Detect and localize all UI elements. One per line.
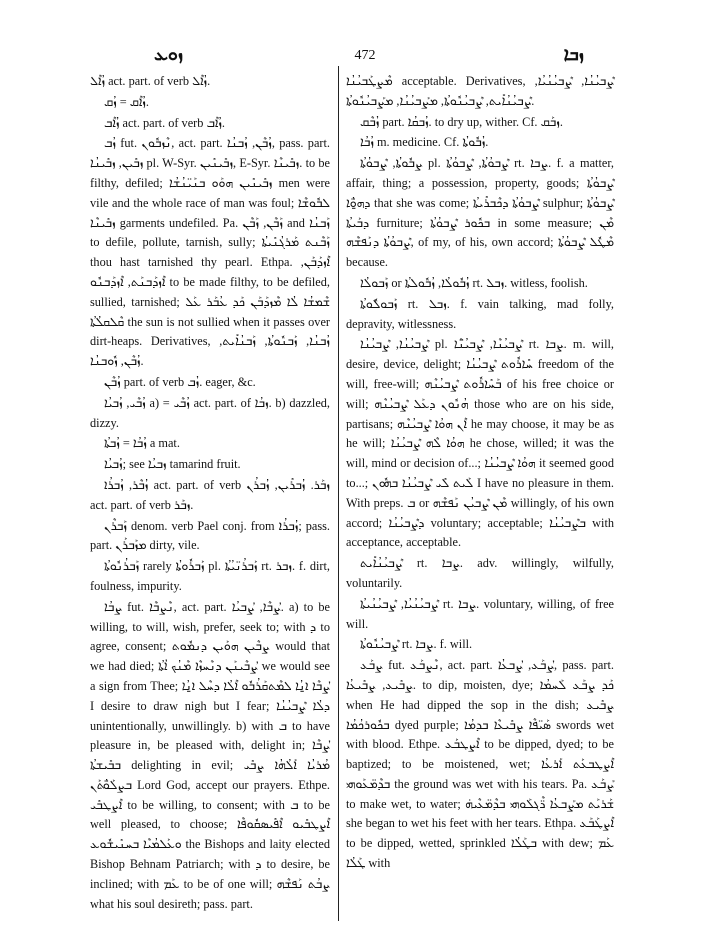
- page-number: 472: [354, 48, 376, 63]
- entry: ܙܳܒ fut. ܢܶܙܒܽܘܢ, act. part. ܙܳܒܶܢ, ܙܳܒܢܳܐ, pass. part. ܙܒܺܝܢ, ܙܒܺܝܢܳܐ pl. W-Syr. ܙܒܺܝܢܺܝܢ, E-Syr. ܙܒܺܝܢܶܐ. to be filthy, defiled; ܙܒܺܝܢܺܝܢ ܗܘܰܘ ܒܢܰܝ̈ܢܳܫܳܐ men were vile and the whole race of man was foul; ܠܒܽܘܫܶܐ ܙܒܺܝܢܶܐ garments undefiled. Pa. ܙܰܒܶܢ, ܙܰܒܶܢ and ܙܰܒܢܳܐ to defile, pollute, tarnish, sully; ܙܰܒܶܢܬ ܡܰܪܓܳܢܺܝܬܳܐ thou hast tarnished thy pearl. Ethpa. ܐܶܙܕܰܒܰܢ, ܐܶܙܕܰܒܢܰܬ, ܐܶܙܕܰܒܢܽܘ to be made filthy, to be defiled, sullied, tarnished; ܫܶܡܫܳܐ ܠܳܐ ܡܶܙܕܰܒܰܢ ܟܰܕ ܥܳܒܰܪ ܥܰܠ ܩܶܠܩܠܳܬܳܐ the sun is not sullied when it passes over dirt-heaps. Derivatives, ܙܳܒܢܳܐ, ܙܰܒܢܽܘܬܳܐ, ܙܰܒܢܳܐܺܝܬ, ܙܳܒܶܢ, ܙܽܘܒܢܳܐ.: [90, 136, 330, 369]
- column-divider: [338, 66, 339, 921]
- entry: ܙܰܒܘܠܳܐ or ܙܳܒܽܘܠܳܐ, ܙܳܒܽܘܠܬܳܐ rt. ܙܒܠ. witless, foolish.: [360, 275, 588, 290]
- entry: ܙܳܒܶܪ, ܙܳܒܪܳܐ act. part. of verb ܙܒܰܪ. ܙܳܒܪܺܝܢ, ܙܳܒܪܳܢ act. part. of verb ܙܒܰܪ.: [90, 477, 330, 512]
- entry: ܙܰܒܪܳܢܽܘܬܳܐ rarely ܙܰܒܪܽܘܬܳܐ pl. ܙܰܒܪܳܢ̈ܝܳܬܳܐ rt. ܙܒܪ. f. dirt, foulness, impurity.: [90, 559, 330, 593]
- entry: ܙܳܒܶܢ part. of verb ܙܳܒ. eager, &c.: [104, 374, 256, 389]
- header-left-syriac: ܙܘܥ: [154, 44, 184, 64]
- right-column: [346, 72, 614, 875]
- entry: ܙܰܒܘܠܽܘܬܳܐ rt. ܙܒܠ. f. vain talking, mad folly, depravity, witlessness.: [346, 296, 615, 331]
- entry: ܙܳܐܶܩ = ܙܳܩ.: [104, 94, 149, 109]
- entry: ܨܶܒܝܳܢܳܝܳܐ, ܨܶܒܝܳܢܳܝܬܳܐ rt. ܨܒܐ. voluntary, willing, of free will.: [346, 596, 615, 631]
- entry: ܙܳܒܳܐ m. medicine. Cf. ܙܳܒܽܘܬܳܐ.: [360, 135, 489, 150]
- entry: ܙܳܐܶܠ act. part. of verb ܙܳܐܶܠ.: [90, 74, 211, 88]
- entry: ܙܳܒܶܩ part. ܙܳܒܩܳܐ. to dry up, wither. Cf. ܙܒܰܩ.: [360, 114, 563, 129]
- left-column: [90, 72, 330, 915]
- entry: ܨܒܽܘܬܳܐ, ܨܶܒܘܳܬܳܐ pl. ܨܶܒܘܳܬܳܐ, ܨܶܒܘܳܬܳܐ rt. ܨܒܐ. f. a matter, affair, thing; a possession, property, goods; ܨܶܒܘܳܬܳܐ ܕܗ̱ܘ̈ܳܐ that she was come; ܨܶܒܘܳܬܳܐ ܕܟܶܒܪܺܝܬܳܐ sulphur; ܨܶܒܘܳܬܳܐ ܕܒܰܝܬܳܐ furniture; ܒܟܽܘܪ ܨܶܒܘܳܬܳܐ in some measure; ܡܶܢ ܨܶܒܘܳܬܳܐ ܕܢܰܦܫܶܗ, of my, of his, own accord; ܡܶܛܽܠ ܨܶܒܘܳܬܳܐ because.: [346, 156, 615, 270]
- entry: ܨܶܒܝܳܢܳܐ, ܨܶܒܝܳܢܳܐ pl. ܨܶܒܝܳܢܶܐ, ܨܶܒܝܳܢ̈ܶܐ rt. ܨܒܐ. m. will, desire, device, delight; ܚܺܐܪܽܘܬ ܨܶܒܝܳܢܳܐ freedom of the will, free-will; ܒܰܚܺܐܪܽܘܬ ܨܶܒܝܳܢܶܗ of his free choice or will; ܗܳܢܽܘܢ ܕܥܰܠ ܨܶܒܝܳܢܶܗ those who are on his side, partisans; ܐܶܢ ܗܘܳܐ ܨܶܒܝܳܢܶܗ he may choose, it may be as he will; ܗܘܳܐ ܠܶܗ ܨܶܒܝܳܢܳܐ he chose, willed; it was the will, mind or decision of...; ܗܘܳܐ ܨܶܒܝܳܢܳܐ it seemed good to...; ܠܰܝܬ ܠܺܝ ܨܶܒܝܳܢܳܐ ܒܗܽܘܢ I have no pleasure in them. With preps. ܒ or ܡܶܢ ܨܶܒܝܳܢ ܢܰܦܫܶܗ willingly, of his own accord; ܕܨܶܒܝܳܢܳܐ voluntary; acceptable; ܒܨܶܒܝܳܢܳܐ with acceptance, acceptable.: [346, 337, 615, 550]
- entry: ܨܒܰܥ fut. ܢܶܨܒܰܥ, act. part. ܨܳܒܰܥ, ܨܳܒܥܳܐ, pass. part. ܨܒܺܝܥ, ܨܒܺܝܥܳܐ. to dip, moisten, dye; ܟܰܕ ܨܒܰܥ ܠܰܚܡܳܐ when He had dipped the sop in the dish; ܨܒܺܝܥ ܒܟܽܘܪܟܳܡܳܐ dyed purple; ܣܰܝ̈ܦܶܐ ܨܒܺܝܥܶܐ ܒܕܡܳܐ swords wet with blood. Ethpe. ܐܶܨܛܒܰܥ to be dipped, dyed; to be baptized; to be moistened, wet; ܐܶܨܛܒܥܰܬ ܐܰܪܥܳܐ ܒܕܶܡ̈ܥܰܘܗܝ the ground was wet with his tears. Pa. ܨܰܒܰܥ to make wet, to water; ܫܰܪܝܰܬ ܡܨܰܒܥܳܐ ܪ̈ܶܓܠܰܘܗܝ ܒܕܶܡ̈ܥܶܝܗ̇ she began to wet his feet with her tears. Ethpa. ܐܶܨܛܰܒܰܥ to be dipped, wetted, sprinkled ܒܛܰܠܳܐ with dew; ܥܰܡ ܛܰܠܳܐ with: [346, 658, 615, 871]
- entry: ܙܳܒܳܐ = ܙܳܒܬܳܐ a mat.: [104, 436, 180, 451]
- entry: ܙܳܒܝܳܐ; see ܙܒܝܳܐ tamarind fruit.: [104, 457, 241, 472]
- entry: ܙܰܒܪܶܢ denom. verb Pael conj. from ܙܳܒܪܳܐ; pass. part. ܡܙܰܒܪܰܢ dirty, vile.: [90, 518, 330, 553]
- entry: ܡܶܨܛܰܒܝܳܢܳܐ acceptable. Derivatives, ܨܶܒܝܳܢܳܐ, ܨܶܒܝܳܢܳܝܳܐ, ܨܶܒܝܳܢܳܐܺܝܬ, ܨܶܒܝܳܢܽܘܬܳܐ, ܡܨܰܒܝܳܢܳܐ, ܡܨܰܒܝܳܢܽܘܬܳܐ.: [346, 74, 614, 108]
- entry: ܨܶܒܝܳܢܽܘܬܳܐ rt. ܨܒܐ. f. will.: [360, 637, 473, 652]
- entry: ܨܶܒܝܳܢܳܐܺܝܬ rt. ܨܒܐ. adv. willingly, wilfully, voluntarily.: [346, 556, 614, 590]
- entry: ܙܳܒܶܝ, ܙܳܒܝܳܐ a) = ܙܳܒܶܝ act. part. of ܙܒܳܐ. b) dazzled, dizzy.: [90, 395, 330, 430]
- page-header: [90, 40, 644, 70]
- header-right-syriac: ܙܒܐ: [563, 44, 584, 64]
- entry: ܙܳܐܶܒ act. part. of verb ܙܳܐܶܒ.: [104, 115, 225, 130]
- entry: ܨܒܳܐ fut. ܢܶܨܒܶܐ, act. part. ܨܳܒܶܐ, ܨܳܒܝܳܐ. a) to be willing, to will, wish, prefer, seek to; with ܕ to agree, consent; ܨܒܶܝܢ ܗܘܰܝܢ ܕܢܡܽܘܬ would that we had died; ܨܳܒܶܝܢܰܢ ܕܢܶܚܙܶܐ ܡܶܢܳܟ ܐܳܬܳܐ we would see a sign from Thee; ܨܳܒܶܐ ܐ̱ܢܳܐ ܠܡܶܬܩܰܪܳܒܽܘ ܐܶܠܳܐ ܕܚܶܠ ܐ̱ܢܳܐ I desire to draw nigh but I fear; ܕܠܳܐ ܨܶܒܝܳܢܳܐ unintentionally, unwillingly. b) with ܒ to have pleasure in, be pleased with, delight in; ܨܳܒܶܐ ܒܒܺܝܫܬܳܐ delighting in evil; ܡܳܪܝܳܐ ܐܰܠܳܗܳܐ ܨܒܺܝ ܒܨܠܰܘ̈ܳܬܰܢ Lord God, accept our prayers. Ethpe. ܐܶܨܛܒܺܝ to be willing, to consent; with ܒ to be well pleased, to choose; ܐܶܨܛܒܺܝܘ ܐܶܦܺܝܣܩܽܘܦܶܐ ܘܥܰܠܡܳܝܶܐ ܒܚܢܺܝܫܽܘܥ the Bishops and laity elected Bishop Behnam Patriarch; with ܕ to desire, be inclined; with ܥܰܡ to be of one will; ܨܒܳܬ ܢܰܦܫܶܗ what his soul desireth; pass. part.: [90, 599, 331, 911]
